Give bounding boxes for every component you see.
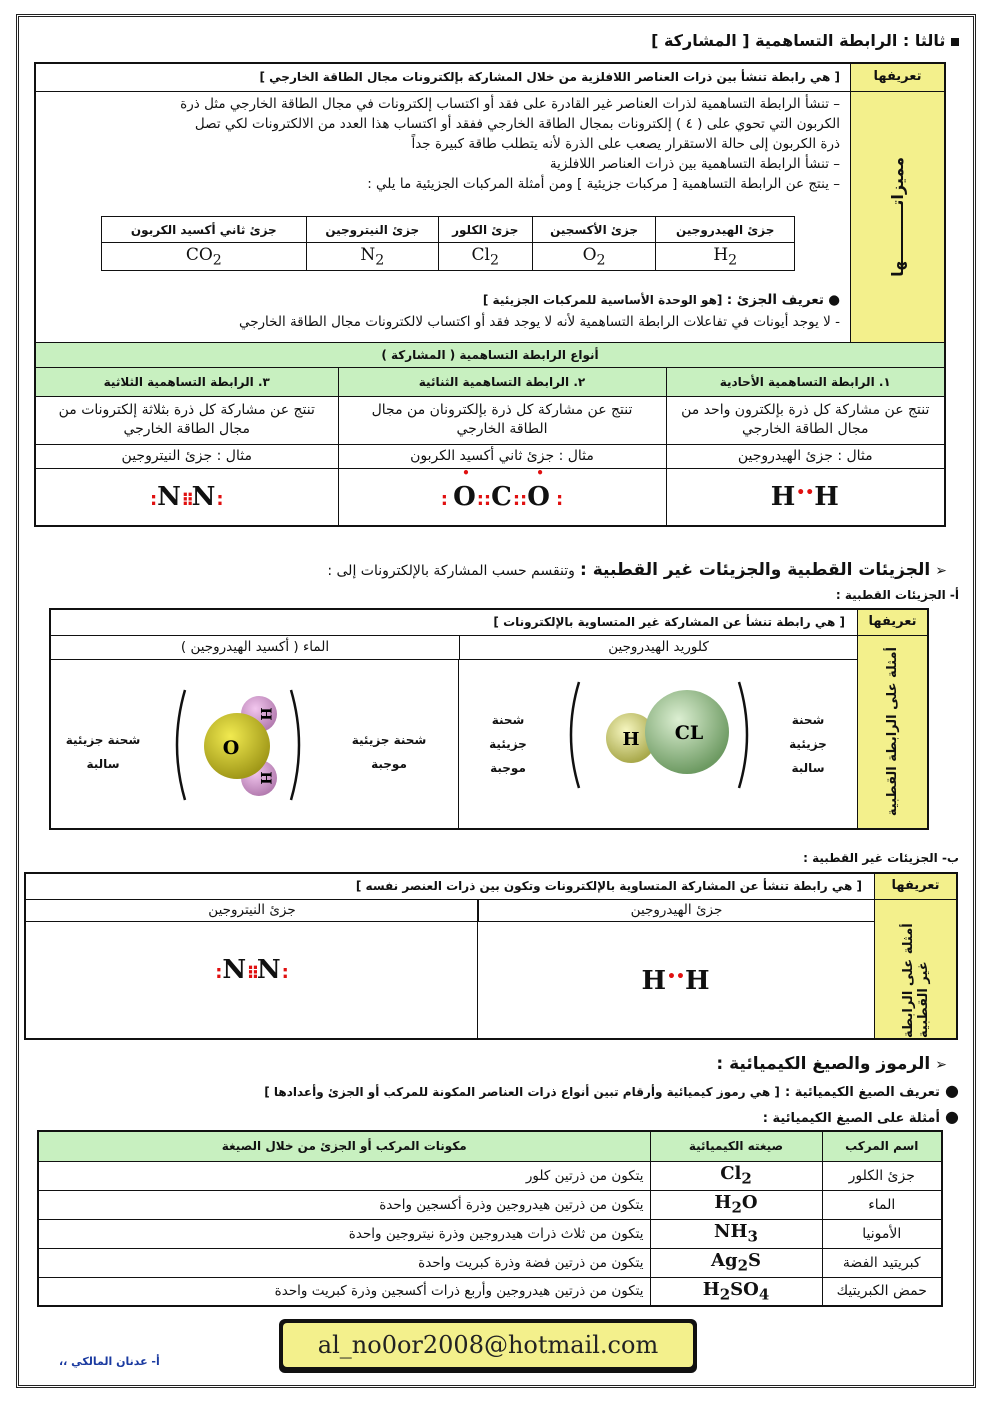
polar-definition: [ هي رابطة تنشأ عن المشاركة غير المتساوية بالإلكترونات ] bbox=[51, 610, 857, 636]
feature-line: – تنشأ الرابطة التساهمية لذرات العناصر غير القادرة على فقد أو اكتساب إلكترونات في مجال الطاقة الخارجي مثل ذرة bbox=[180, 96, 840, 112]
feature-line: الكربون التي تحوي على ( ٤ ) إلكترونات بمجال الطاقة الخارجي ففقد أو اكتساب هذا العدد من الالكترونات لكي تصل bbox=[194, 116, 840, 132]
feature-line: – ينتج عن الرابطة التساهمية [ مركبات جزيئية ] ومن أمثلة المركبات الجزيئية ما يلي : bbox=[367, 176, 840, 192]
water-o-label: O bbox=[222, 737, 240, 759]
water-title: الماء ( أكسيد الهيدروجين ) bbox=[51, 636, 459, 660]
bond-type-example: مثال : جزئ ثاني أكسيد الكربون bbox=[338, 444, 666, 468]
molecule-formula: $Cl_2$ bbox=[438, 243, 532, 271]
no-ions-note: - لا يوجد أيونات في تفاعلات الرابطة التساهمية لأنه لا يوجد فقد أو اكتساب لالكترونات مجال الطاقة الخارجي bbox=[238, 314, 840, 330]
bond-type-example: مثال : جزئ الهيدروجين bbox=[666, 444, 944, 468]
email-text: al_no0or2008@hotmail.com bbox=[283, 1323, 693, 1367]
hcl-cl-label: CL bbox=[674, 722, 704, 744]
definition-label-cell: تعريفها bbox=[850, 64, 944, 92]
hcl-negative-charge: شحنة جزيئية سالبة bbox=[789, 713, 827, 775]
lewis-h2: H••H bbox=[666, 468, 944, 525]
arrow-bullet-icon: ➢ bbox=[935, 563, 947, 579]
formula-row: الأمونيا $NH_3$ يتكون من ثلاث ذرات هيدروجين وذرة نيتروجين واحدة bbox=[38, 1219, 942, 1248]
formula-row: جزئ الكلور $Cl_2$ يتكون من ذرتين كلور bbox=[38, 1161, 942, 1190]
h2-title: جزئ الهيدروجين bbox=[478, 900, 874, 922]
hcl-positive-charge: شحنة جزيئية موجبة bbox=[489, 713, 527, 775]
water-molecule-diagram bbox=[163, 686, 313, 804]
hcl-h-label: H bbox=[622, 729, 640, 750]
nonpolar-table bbox=[24, 872, 958, 1040]
lewis-n2: :N⁝⁝N: bbox=[149, 481, 224, 512]
bond-type-example: مثال : جزئ النيتروجين bbox=[36, 444, 338, 468]
square-bullet-icon bbox=[951, 38, 959, 46]
bond-type-name: ١. الرابطة التساهمية الأحادية bbox=[666, 368, 944, 396]
molecule-definition: ● تعريف الجزئ : [هو الوحدة الأساسية للمركبات الجزيئية ] bbox=[482, 292, 840, 308]
nonpolar-h2-lewis: H••H bbox=[641, 966, 711, 996]
formulas-examples-label: ● أمثلة على الصيغ الكيميائية : bbox=[762, 1107, 959, 1126]
formula-row: حمض الكبريتيك $H_2SO_4$ يتكون من ذرتين هيدروجين وأربع ذرات أكسجين وذرة كبريت واحدة bbox=[38, 1277, 942, 1306]
email-banner bbox=[279, 1319, 697, 1373]
author-signature: أ- عدنان المالكي ،، bbox=[59, 1355, 160, 1368]
feature-line: ذرة الكربون إلى حالة الاستقرار يصعب على الذرة لأنه يتطلب طاقة كبيرة جداً bbox=[411, 136, 840, 152]
covalent-block bbox=[34, 62, 946, 527]
formula-row: كبريتيد الفضة $Ag_2S$ يتكون من ذرتين فضة وذرة كبريت واحدة bbox=[38, 1248, 942, 1277]
features-label-cell: مميزاتــــــــــها bbox=[850, 92, 944, 342]
water-figure bbox=[51, 660, 459, 828]
polar-examples-label: أمثلة على الرابطة القطبية bbox=[857, 636, 927, 828]
molecule-formula: $H_2$ bbox=[656, 243, 795, 271]
molecule-header: جزئ الأكسجين bbox=[532, 217, 656, 243]
section-title bbox=[651, 31, 959, 50]
water-h-label: H bbox=[257, 771, 273, 785]
hcl-title: كلوريد الهيدروجين bbox=[459, 636, 857, 660]
section-title-text: ثالثا : الرابطة التساهمية [ المشاركة ] bbox=[651, 31, 946, 50]
bond-types-table bbox=[36, 368, 944, 525]
molecule-header: جزئ الكلور bbox=[438, 217, 532, 243]
formulas-definition: ● تعريف الصيغ الكيميائية : [ هي رموز كيميائية وأرقام تبين أنواع ذرات العناصر المكونة للمركب أو الجزئ وأعدادها ] bbox=[264, 1081, 959, 1100]
features-list bbox=[36, 94, 850, 194]
formulas-header: صيغته الكيميائية bbox=[650, 1131, 822, 1161]
nonpolar-subheading: ب- الجزيئات غير القطبية : bbox=[803, 851, 959, 865]
bond-type-name: ٢. الرابطة التساهمية الثنائية bbox=[338, 368, 666, 396]
water-negative-charge: شحنة جزيئية سالبة bbox=[65, 733, 141, 771]
molecule-formula: $N_2$ bbox=[306, 243, 438, 271]
polar-table bbox=[49, 608, 929, 830]
water-positive-charge: شحنة جزيئية موجبة bbox=[351, 733, 427, 771]
bond-type-desc: تنتج عن مشاركة كل ذرة بإلكترون واحد من مجال الطاقة الخارجي bbox=[666, 396, 944, 444]
nonpolar-definition: [ هي رابطة تنشأ عن المشاركة المتساوية بالإلكترونات وتكون بين ذرات العنصر نفسه ] bbox=[26, 874, 874, 900]
hcl-figure bbox=[459, 660, 857, 828]
polar-heading: ➢ الجزيئات القطبية والجزيئات غير القطبية : وتنقسم حسب المشاركة بالإلكترونات إلى : bbox=[327, 560, 947, 580]
n2-title: جزئ النيتروجين bbox=[26, 900, 478, 922]
formulas-table bbox=[37, 1130, 943, 1307]
molecule-header: جزئ النيتروجين bbox=[306, 217, 438, 243]
arrow-bullet-icon: ➢ bbox=[935, 1057, 947, 1073]
bond-type-name: ٣. الرابطة التساهمية الثلاثية bbox=[36, 368, 338, 396]
molecules-table bbox=[101, 216, 795, 271]
molecule-formula: $O_2$ bbox=[532, 243, 656, 271]
formula-row: الماء $H_2O$ يتكون من ذرتين هيدروجين وذرة أكسجين واحدة bbox=[38, 1190, 942, 1219]
types-title: أنواع الرابطة التساهمية ( المشاركة ) bbox=[36, 342, 944, 368]
formulas-heading: ➢ الرموز والصيغ الكيميائية : bbox=[716, 1054, 947, 1074]
feature-line: – تنشأ الرابطة التساهمية بين ذرات العناصر اللافلزية bbox=[549, 156, 840, 172]
molecule-header: جزئ ثاني أكسيد الكربون bbox=[102, 217, 307, 243]
bond-type-desc: تنتج عن مشاركة كل ذرة بثلاثة إلكترونات من مجال الطاقة الخارجي bbox=[36, 396, 338, 444]
covalent-definition: [ هي رابطة تنشأ بين ذرات العناصر اللافلزية من خلال المشاركة بإلكترونات مجال الطاقة الخارجي ] bbox=[36, 64, 850, 92]
nonpolar-examples-label: أمثلة على الرابطة غير القطبية bbox=[874, 900, 956, 1038]
hcl-molecule-diagram bbox=[559, 676, 759, 794]
molecule-formula: $CO_2$ bbox=[102, 243, 307, 271]
molecule-header: جزئ الهيدروجين bbox=[656, 217, 795, 243]
polar-subheading: أ- الجزيئات القطبية : bbox=[835, 588, 959, 602]
bond-type-desc: تنتج عن مشاركة كل ذرة بإلكترونان من مجال الطاقة الخارجي bbox=[338, 396, 666, 444]
polar-def-label: تعريفها bbox=[857, 610, 927, 636]
lewis-co2: : • O::C:: • O : bbox=[338, 468, 666, 525]
nonpolar-def-label: تعريفها bbox=[874, 874, 956, 900]
formulas-header: اسم المركب bbox=[822, 1131, 942, 1161]
nonpolar-n2-lewis: :N⁝⁝N: bbox=[215, 955, 289, 985]
water-h-label: H bbox=[257, 707, 273, 721]
worksheet-page bbox=[16, 14, 976, 1388]
formulas-header: مكونات المركب أو الجزئ من خلال الصيغة bbox=[38, 1131, 650, 1161]
